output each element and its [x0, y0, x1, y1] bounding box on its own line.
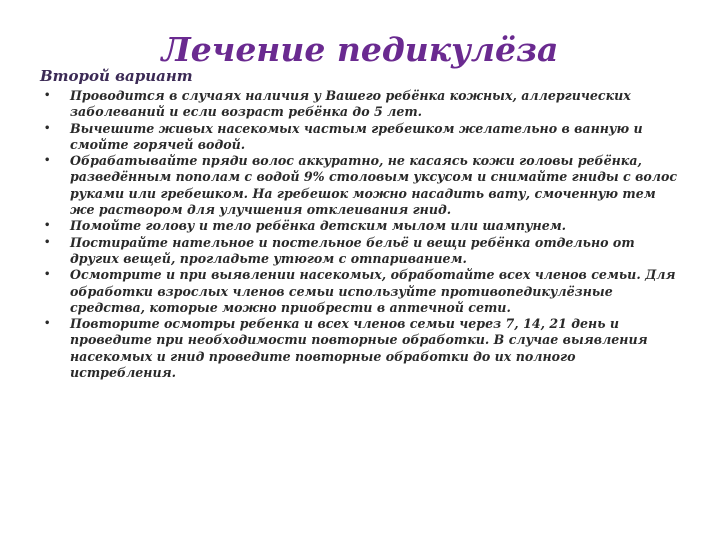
- bullet-dot-icon: •: [44, 155, 51, 167]
- bullet-dot-icon: •: [44, 318, 51, 330]
- bullet-item: [44, 88, 684, 121]
- bullet-dot-icon: •: [44, 122, 51, 134]
- bullet-item: [44, 316, 684, 381]
- bullet-text: Обрабатывайте пряди волос аккуратно, не касаясь кожи головы ребёнка, разведённым пополам с водой 9% столовым уксусом и снимайте гниды с волос руками или гребешком. На гребешок можно насадить вату, смоченную тем же раствором для улучшения отклеивания гнид.: [70, 153, 678, 218]
- bullet-text: Повторите осмотры ребенка и всех членов семьи через 7, 14, 21 день и проведите при необходимости повторные обработки. В случае выявления насекомых и гнид проведите повторные обработки до их полного истребления.: [70, 316, 648, 381]
- bullet-item: [44, 121, 684, 154]
- bullet-dot-icon: •: [44, 220, 51, 232]
- bullet-item: [44, 267, 684, 316]
- bullet-dot-icon: •: [44, 269, 51, 281]
- slide-title: Лечение педикулёза: [161, 30, 559, 69]
- bullet-item: [44, 218, 684, 234]
- bullet-dot-icon: •: [44, 236, 51, 248]
- bullet-item: [44, 153, 684, 218]
- bullet-text: Проводится в случаях наличия у Вашего ребёнка кожных, аллергических заболеваний и если возраст ребёнка до 5 лет.: [70, 88, 631, 120]
- bullet-text: Помойте голову и тело ребёнка детским мылом или шампунем.: [70, 218, 567, 234]
- bullet-item: [44, 235, 684, 268]
- bullet-text: Постирайте нательное и постельное бельё и вещи ребёнка отдельно от других вещей, прогладьте утюгом с отпариванием.: [70, 234, 635, 266]
- bullet-dot-icon: •: [44, 90, 51, 101]
- bullet-list: [44, 88, 684, 381]
- bullet-text: Вычешите живых насекомых частым гребешком желательно в ванную и смойте горячей водой.: [70, 120, 643, 152]
- bullet-text: Осмотрите и при выявлении насекомых, обработайте всех членов семьи. Для обработки взрослых членов семьи используйте противопедикулёзные средства, которые можно приобрести в аптечной сети.: [70, 267, 676, 315]
- slide-subtitle: Второй вариант: [40, 67, 193, 85]
